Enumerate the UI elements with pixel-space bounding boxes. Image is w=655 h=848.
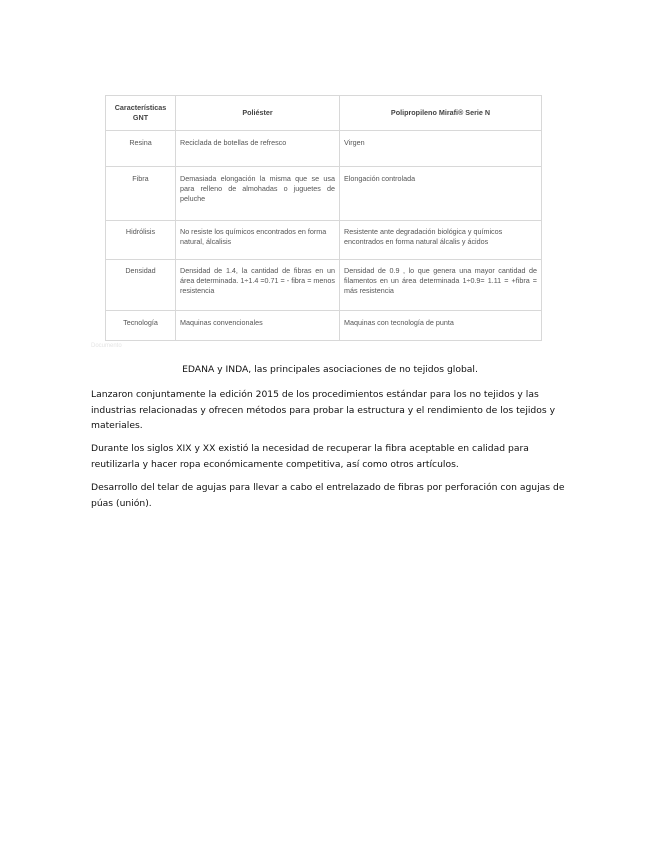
paragraph-edana: EDANA y INDA, las principales asociaciones de no tejidos global. <box>182 364 478 375</box>
header-poliester: Poliéster <box>176 96 340 131</box>
cell-poliester: Maquinas convencionales <box>176 311 340 341</box>
table-row <box>106 131 542 167</box>
table-row <box>106 167 542 221</box>
comparison-table-image <box>105 95 541 341</box>
header-polipropileno: Polipropileno Mirafi® Serie N <box>340 96 542 131</box>
row-label: Densidad <box>106 260 176 311</box>
table-row <box>106 311 542 341</box>
cell-poliester: Densidad de 1.4, la cantidad de fibras en un área determinada. 1÷1.4 =0.71 = - fibra = menos resistencia <box>176 260 340 311</box>
cell-polipropileno: Elongación controlada <box>340 167 542 221</box>
table-row <box>106 260 542 311</box>
image-caption: Documento <box>91 343 122 349</box>
cell-polipropileno: Resistente ante degradación biológica y químicos encontrados en forma natural álcalis y ácidos <box>340 221 542 260</box>
table-row <box>106 221 542 260</box>
row-label: Resina <box>106 131 176 167</box>
cell-poliester: Demasiada elongación la misma que se usa para relleno de almohadas o juguetes de peluche <box>176 167 340 221</box>
paragraph-telar: Desarrollo del telar de agujas para llevar a cabo el entrelazado de fibras por perforación con agujas de púas (unión). <box>91 482 565 509</box>
paragraph-lanzaron: Lanzaron conjuntamente la edición 2015 de los procedimientos estándar para los no tejidos y las industrias relacionadas y ofrecen métodos para probar la estructura y el rendimiento de los tejidos y materiales. <box>91 389 556 431</box>
table-header-row <box>106 96 542 131</box>
header-caracteristicas: Características GNT <box>106 96 176 131</box>
comparison-table <box>105 95 542 341</box>
cell-poliester: No resiste los químicos encontrados en forma natural, álcalisis <box>176 221 340 260</box>
row-label: Fibra <box>106 167 176 221</box>
cell-polipropileno: Maquinas con tecnología de punta <box>340 311 542 341</box>
row-label: Tecnología <box>106 311 176 341</box>
row-label: Hidrólisis <box>106 221 176 260</box>
cell-polipropileno: Virgen <box>340 131 542 167</box>
cell-polipropileno: Densidad de 0.9 , lo que genera una mayor cantidad de filamentos en un área determinada 1÷0.9= 1.11 = +fibra = más resistencia <box>340 260 542 311</box>
paragraph-siglos: Durante los siglos XIX y XX existió la necesidad de recuperar la fibra aceptable en calidad para reutilizarla y hacer ropa económicamente competitiva, así como otros artículos. <box>91 443 529 470</box>
cell-poliester: Reciclada de botellas de refresco <box>176 131 340 167</box>
